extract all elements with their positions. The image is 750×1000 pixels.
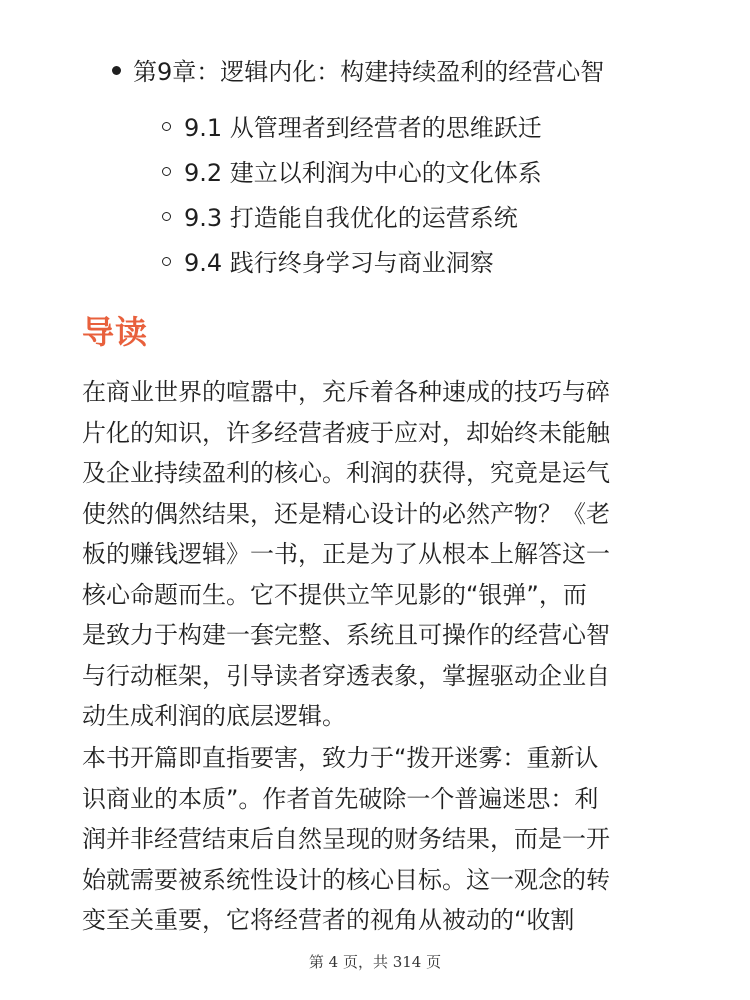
text-line: 片化的知识，许多经营者疲于应对，却始终未能触: [82, 418, 610, 447]
toc-chapter-item: [112, 50, 604, 94]
toc-section-title: 9.4 践行终身学习与商业洞察: [184, 249, 494, 277]
page-number-footer: 第 4 页，共 314 页: [308, 953, 442, 971]
text-line: 始就需要被系统性设计的核心目标。这一观念的转: [82, 865, 610, 894]
section-heading: 导读: [82, 313, 149, 351]
toc-section-item: [162, 106, 542, 151]
text-line: 润并非经营结束后自然呈现的财务结果，而是一开: [82, 825, 610, 853]
text-line: 变至关重要，它将经营者的视角从被动的“收割: [82, 906, 575, 934]
text-line: 及企业持续盈利的核心。利润的获得，究竟是运气: [82, 459, 610, 487]
text-line: 本书开篇即直指要害，致力于“拨开迷雾：重新认: [82, 744, 599, 772]
hollow-bullet-icon: [162, 167, 171, 176]
hollow-bullet-icon: [162, 257, 171, 266]
toc-section-title: 9.2 建立以利润为中心的文化体系: [184, 159, 542, 187]
bullet-dot-icon: [112, 66, 121, 75]
toc-section-item: [162, 241, 542, 286]
text-line: 与行动框架，引导读者穿透表象，掌握驱动企业自: [82, 661, 610, 690]
text-line: 识商业的本质”。作者首先破除一个普遍迷思：利: [82, 784, 599, 813]
toc-section-item: [162, 196, 542, 241]
hollow-bullet-icon: [162, 212, 171, 221]
text-line: 使然的偶然结果，还是精心设计的必然产物？《老: [82, 499, 610, 528]
hollow-bullet-icon: [162, 122, 171, 131]
intro-paragraph-1: [82, 372, 672, 737]
toc-section-title: 9.3 打造能自我优化的运营系统: [184, 204, 518, 232]
text-line: 是致力于构建一套完整、系统且可操作的经营心智: [82, 621, 610, 649]
intro-paragraph-2: [82, 738, 672, 941]
text-line: 动生成利润的底层逻辑。: [82, 702, 346, 730]
text-line: 核心命题而生。它不提供立竿见影的“银弹”，而: [82, 580, 587, 609]
toc-section-item: [162, 151, 542, 196]
toc-section-list: [162, 106, 542, 286]
toc-section-title: 9.1 从管理者到经营者的思维跃迁: [184, 114, 542, 142]
toc-chapter-title: 第9章：逻辑内化：构建持续盈利的经营心智: [133, 58, 605, 86]
text-line: 板的赚钱逻辑》一书，正是为了从根本上解答这一: [82, 540, 610, 568]
text-line: 在商业世界的喧嚣中，充斥着各种速成的技巧与碎: [82, 378, 610, 406]
